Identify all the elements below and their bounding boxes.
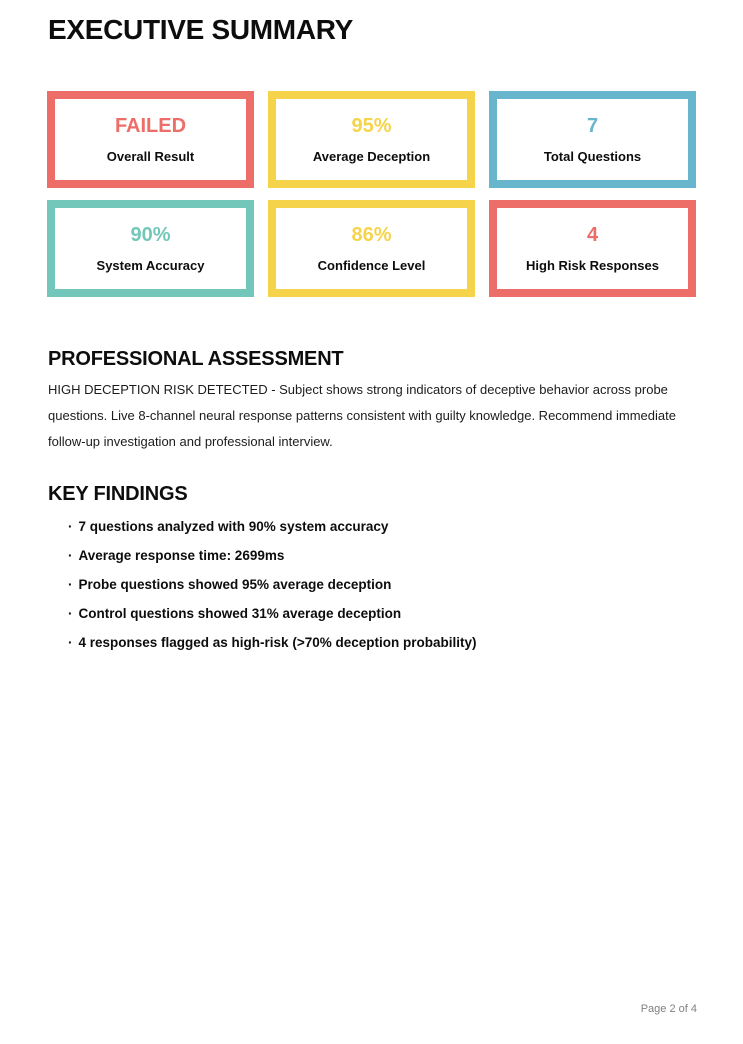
metric-card-average-deception — [268, 91, 475, 188]
finding-item — [68, 548, 708, 564]
metric-value: FAILED — [114, 115, 187, 137]
metric-value: 86% — [351, 224, 392, 246]
metric-card-confidence-level — [268, 200, 475, 297]
assessment-body: HIGH DECEPTION RISK DETECTED - Subject shows strong indicators of deceptive behavior across probe questions. Live 8-channel neural response patterns consistent with guilty knowledge. Recommend immediate follow-up investigation and professional interview. — [48, 382, 676, 449]
bullet-dot: · — [68, 548, 73, 563]
metric-card-total-questions — [489, 91, 696, 188]
finding-text: Probe questions showed 95% average deception — [78, 577, 392, 592]
finding-text: 4 responses flagged as high-risk (>70% deception probability) — [78, 635, 477, 650]
metric-value: 90% — [130, 224, 171, 246]
finding-item — [68, 635, 708, 651]
finding-item — [68, 606, 708, 622]
metric-label: Average Deception — [312, 149, 431, 164]
bullet-dot: · — [68, 519, 73, 534]
page-number: Page 2 of 4 — [640, 1003, 697, 1015]
findings-list — [48, 519, 708, 664]
bullet-dot: · — [68, 635, 73, 650]
finding-item — [68, 577, 708, 593]
metric-card-overall-result — [47, 91, 254, 188]
finding-text: 7 questions analyzed with 90% system accuracy — [78, 519, 389, 534]
finding-text: Control questions showed 31% average deception — [78, 606, 402, 621]
metric-label: Overall Result — [106, 149, 195, 164]
page-title: EXECUTIVE SUMMARY — [48, 14, 354, 45]
bullet-dot: · — [68, 577, 73, 592]
metric-card-high-risk-responses — [489, 200, 696, 297]
bullet-dot: · — [68, 606, 73, 621]
metric-label: High Risk Responses — [526, 258, 659, 273]
metrics-grid — [47, 91, 696, 297]
metric-value: 4 — [586, 224, 599, 246]
metric-value: 7 — [586, 115, 599, 137]
findings-heading: KEY FINDINGS — [48, 483, 188, 505]
assessment-heading: PROFESSIONAL ASSESSMENT — [48, 348, 344, 370]
metric-label: Total Questions — [543, 149, 642, 164]
finding-item — [68, 519, 708, 535]
metric-value: 95% — [351, 115, 392, 137]
metric-card-system-accuracy — [47, 200, 254, 297]
finding-text: Average response time: 2699ms — [78, 548, 285, 563]
metric-label: System Accuracy — [96, 258, 205, 273]
metric-label: Confidence Level — [317, 258, 426, 273]
